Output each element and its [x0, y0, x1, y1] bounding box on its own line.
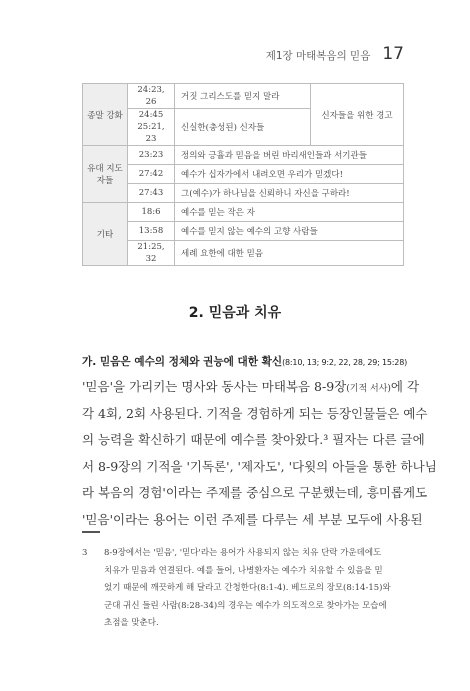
- footnote: [82, 545, 412, 633]
- description-cell: 거짓 그리스도를 믿지 말라: [175, 84, 311, 109]
- table-row: [83, 146, 404, 165]
- body-line: 각 4회, 2회 사용된다. 기적을 경험하게 되는 등장인물들은 예수: [82, 405, 428, 421]
- description-cell: 예수가 십자가에서 내려오면 우리가 믿겠다!: [175, 165, 404, 184]
- note-cell: 신자들을 위한 경고: [311, 84, 404, 146]
- reference-cell: 13:58: [128, 222, 175, 241]
- footnote-line: 었기 때문에 깨끗하게 해 달라고 간청한다(8:1-4). 베드로의 장모(8:14-15)와: [104, 583, 391, 593]
- reference-cell: 27:42: [128, 165, 175, 184]
- body-line: 라 복음의 경험'이라는 주제를 중심으로 구분했는데, 흥미롭게도: [82, 485, 428, 500]
- reference-cell: 21:25, 32: [128, 241, 175, 266]
- category-cell: 유대 지도자들: [83, 146, 128, 203]
- page-number: 17: [382, 44, 404, 64]
- body-paragraph: [82, 374, 437, 533]
- description-cell: 신실한(충성된) 신자들: [175, 109, 311, 146]
- footnote-line: 치유가 믿음과 연결된다. 예를 들어, 나병환자는 예수가 치유할 수 있음을 믿: [104, 565, 383, 576]
- table-row: [83, 241, 404, 266]
- section-heading: 2. 믿음과 치유: [188, 305, 282, 321]
- footnote-line: 군대 귀신 들린 사람(8:28-34)의 경우는 예수가 의도적으로 찾아가는 모습에: [104, 600, 387, 611]
- running-header: [266, 44, 404, 66]
- body-line: [82, 374, 420, 401]
- table-row: [83, 203, 404, 222]
- footnote-line: 8-9장에서는 '믿음', '믿다'라는 용어가 사용되지 않는 치유 단락 가운데에도: [104, 548, 382, 558]
- body-text: 에 각: [390, 379, 420, 394]
- body-text-small: (기적 서사): [346, 384, 391, 394]
- description-cell: 예수를 믿는 작은 자: [175, 203, 404, 222]
- table-row: [83, 84, 404, 109]
- reference-cell: 18:6: [128, 203, 175, 222]
- faith-references-table: [82, 83, 404, 266]
- table-row: [83, 222, 404, 241]
- description-cell: 예수를 믿지 않는 예수의 고향 사람들: [175, 222, 404, 241]
- body-line: 서 8-9장의 기적을 '기독론', '제자도', '다윗의 아들을 통한 하나님: [82, 458, 437, 474]
- body-text: '믿음'을 가리키는 명사와 동사는 마태복음 8-9장: [82, 379, 347, 394]
- description-cell: 정의와 긍휼과 믿음을 버린 바리새인들과 서기관들: [175, 146, 404, 165]
- footnote-line: 초점을 맞춘다.: [104, 618, 159, 628]
- table-row: [83, 184, 404, 203]
- body-line: '믿음'이라는 용어는 이런 주제를 다루는 세 부분 모두에 사용된: [82, 511, 423, 527]
- reference-cell: 23:23: [128, 146, 175, 165]
- subsection-references: (8:10, 13; 9:2, 22, 28, 29; 15:28): [282, 358, 408, 367]
- subsection-heading: [82, 354, 412, 369]
- reference-cell: 24:45 25:21, 23: [128, 109, 175, 146]
- reference-cell: 24:23, 26: [128, 84, 175, 109]
- table-row: [83, 165, 404, 184]
- category-cell: 기타: [83, 203, 128, 266]
- reference-cell: 27:43: [128, 184, 175, 203]
- footnote-number: 3: [82, 548, 88, 558]
- description-cell: 세례 요한에 대한 믿음: [175, 241, 404, 266]
- category-cell: 종말 강화: [83, 84, 128, 146]
- chapter-title: 제1장 마태복음의 믿음: [265, 50, 371, 62]
- subsection-title: 가. 믿음은 예수의 정체와 권능에 대한 확신: [82, 356, 283, 368]
- body-line: 의 능력을 확신하기 때문에 예수를 찾아왔다.³ 필자는 다른 글에: [82, 432, 425, 447]
- footnote-divider: [82, 531, 100, 533]
- description-cell: 그(예수)가 하나님을 신뢰하니 자신을 구하라!: [175, 184, 404, 203]
